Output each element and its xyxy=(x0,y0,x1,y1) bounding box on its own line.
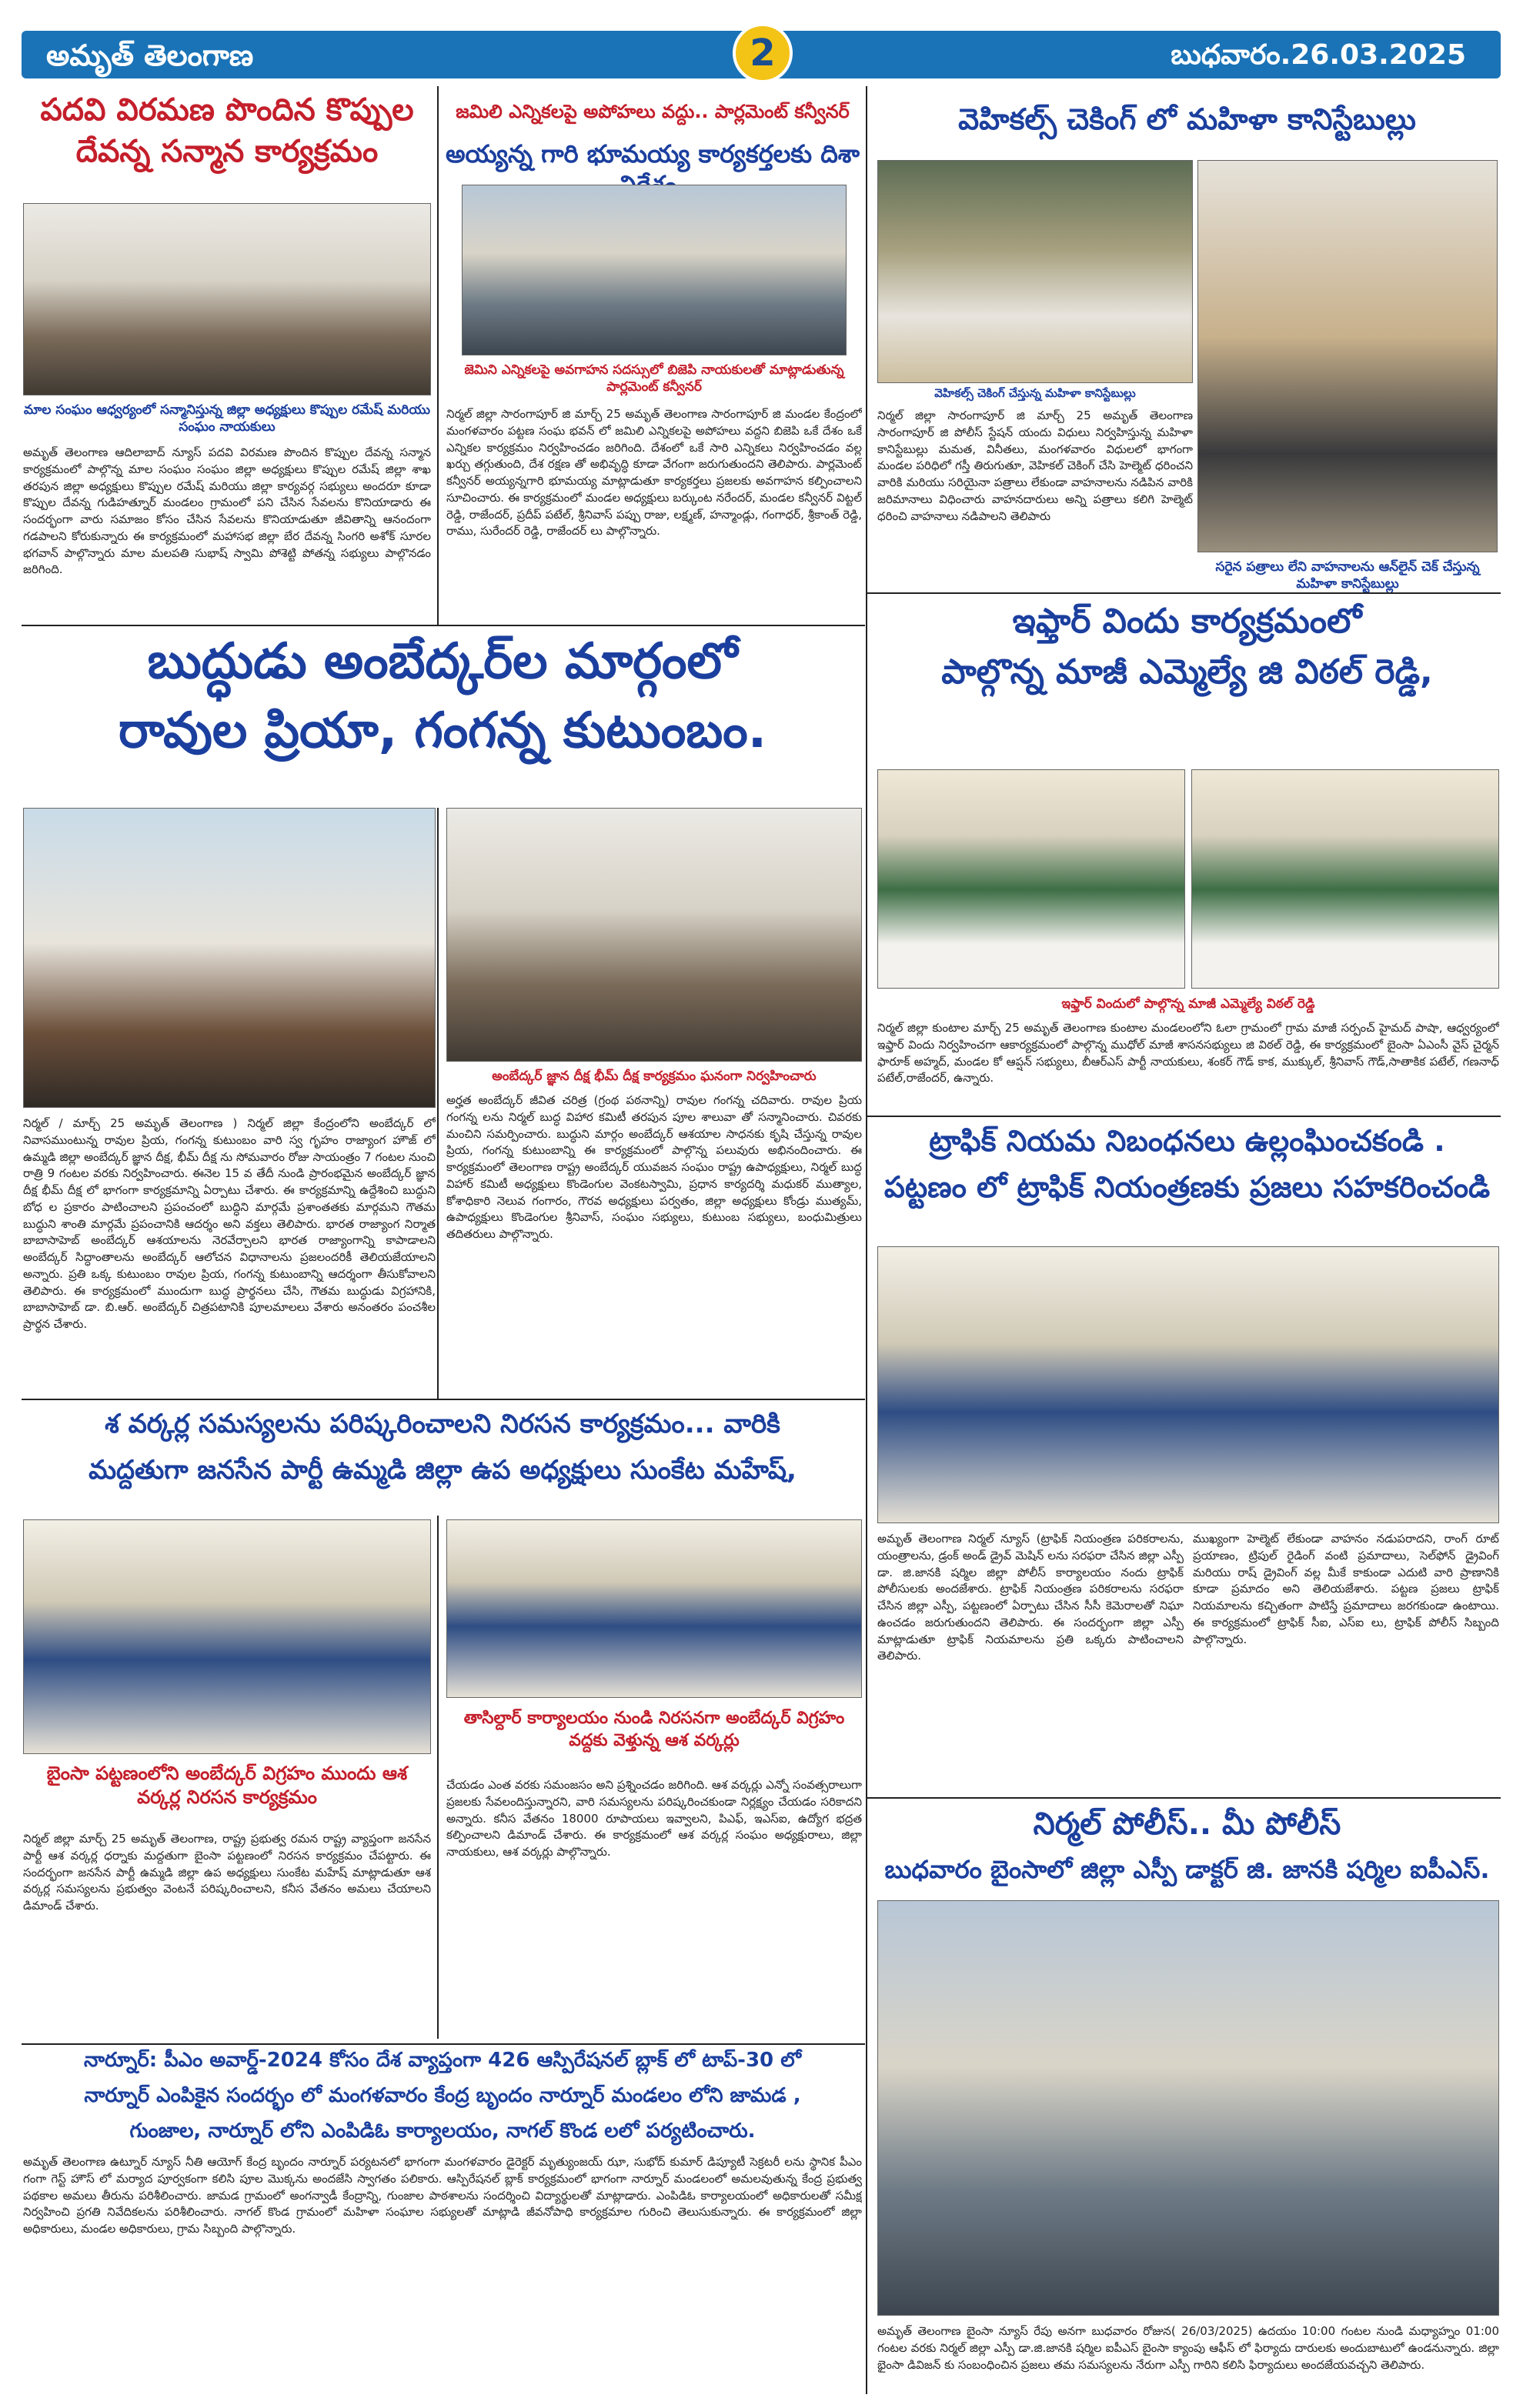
narnoor-headline-3: గుంజాల, నార్నూర్ లోని ఎంపిడిఓ కార్యాలయం, నాగల్ కొండ లలో పర్యటించారు. xyxy=(129,2120,756,2143)
paper-name: అమృత్ తెలంగాణ xyxy=(46,38,254,72)
vehicle-photo-road xyxy=(877,160,1193,383)
asha-photo-2 xyxy=(446,1519,862,1698)
column-divider xyxy=(866,86,867,2394)
iftar-body: నిర్మల్ జిల్లా కుంటాల మార్చ్ 25 అమృత్ తెలంగాణ కుంటాల మండలంలోని ఓలా గ్రామంలో గ్రామ మాజీ సర్పంచ్ హైమద్ పాషా, ఆధ్వర్యంలో ఇఫ్తార్ విందు నిర్వహించగా ఆకార్యక్రమంలో పాల్గొన్న ముధోల్ మాజీ శాసనసభ్యులు జి విఠల్ రెడ్డి, ఈ కార్యక్రమంలో బైంసా ఏఎంసీ వైస్ చైర్మన్ ఫారూక్ అహ్మద్, మండల కో ఆప్షన్ సభ్యులు, బీఆర్ఎస్ పార్టీ నాయకులు, శంకర్ గౌడ్ కాక, ముక్కుల్, శ్రీనివాస్ గౌడ్,సాతాకిక పటేల్, గణనాధ్ పటేల్,రాజేందర్, ఉన్నారు. xyxy=(877,1021,1499,1086)
row-divider xyxy=(867,1116,1501,1117)
vehicle-body: నిర్మల్ జిల్లా సారంగాపూర్ జి మార్చ్ 25 అమృత్ తెలంగాణ సారంగాపూర్ జి పోలీస్ స్టేషన్ యందు విధులు నిర్వహిస్తున్న మహిళా కానిస్టేబుల్లు మమత, వినీతలు, మంగళవారం విధులలో భాగంగా మండల పరిధిలో గస్తీ తిరుగుతూ, వెహికల్ చెకింగ్ చేసి హెల్మెట్ ధరించని వారికి మరియు సరియైనా పత్రాలు లేకుండా వాహనాలను నడిపిన వారికి జరిమానాలు విధించారు వాహనదారులు అన్ని పత్రాలు కలిగి హెల్మెట్ ధరించి వాహనాలు నడిపాలని తెలిపారు xyxy=(877,409,1193,523)
sp-headline-1: నిర్మల్ పోలీస్.. మీ పోలీస్ xyxy=(1033,1806,1341,1842)
jamili-photo xyxy=(462,185,847,355)
buddha-caption: అంబేద్కర్ జ్ఞాన దీక్ష భీమ్ దీక్ష కార్యక్రమం ఘనంగా నిర్వహించారు xyxy=(492,1069,817,1084)
buddha-headline-1: బుద్ధుడు అంబేద్కర్‌ల మార్గంలో xyxy=(147,633,738,690)
koppula-headline-1: పదవి విరమణ పొందిన కొప్పుల xyxy=(40,92,414,128)
narnoor-body: అమృత్ తెలంగాణ ఉట్నూర్ న్యూస్ నీతి ఆయోగ్ కేంద్ర బృందం నార్నూర్ పర్యటనలో భాగంగా మంగళవారం డైరెక్టర్ మృత్యుంజయ్ ఝా, సుభోద్ కుమార్ డిప్యూటీ సెక్రటరీ లను స్థానిక పీఎం గంగా గెస్ట్ హౌస్ లో మర్యాద పూర్వకంగా కలిసి పూల మొక్కను అందజేసి స్వాగతం పలికారు. ఆస్పిరేషనల్ బ్లాక్ కార్యక్రమంలో భాగంగా నార్నూర్ మండలంలో అమలవుతున్న కేంద్ర ప్రభుత్వ పథకాల అమలు తీరును పరిశీలించారు. జామడ గ్రామంలో అంగన్వాడీ కేంద్రాన్ని, గుంజాల పాఠశాలను సందర్శించి విద్యార్థులతో మాట్లాడారు. ఎంపిడిఓ కార్యాలయంలో అధికారులతో సమీక్ష నిర్వహించి ప్రగతి నివేదికలను పరిశీలించారు. నాగల్ కొండ గ్రామంలో మహిళా సంఘాల సభ్యులతో మాట్లాడి జీవనోపాధి కార్యక్రమాల గురించి తెలుసుకున్నారు. ఈ కార్యక్రమంలో జిల్లా అధికారులు, మండల అధికారులు, గ్రామ సిబ్బంది పాల్గొన్నారు. xyxy=(23,2155,862,2236)
buddha-photo-2 xyxy=(446,808,862,1062)
jamili-headline-2: అయ్యన్న గారి భూమయ్య కార్యకర్తలకు దిశా xyxy=(445,139,860,168)
asha-body-1: నిర్మల్ జిల్లా మార్చ్ 25 అమృత్ తెలంగాణ, రాష్ట్ర ప్రభుత్వ రమన రాష్ట్ర వ్యాప్తంగా జనసేన పార్టీ ఆశ వర్కర్ల ధర్నాకు మద్దతుగా బైంసా పట్టణంలో నిరసన కార్యక్రమం చేపట్టారు. ఈ సందర్భంగా జనసేన పార్టీ ఉమ్మడి జిల్లా ఉప అధ్యక్షులు సుంకేట మహేష్ మాట్లాడుతూ ఆశ వర్కర్ల సమస్యలను ప్రభుత్వం వెంటనే పరిష్కరించాలని, కనీస వేతనం అమలు చేయాలని డిమాండ్ చేశారు. xyxy=(23,1832,431,1913)
traffic-photo xyxy=(877,1246,1499,1523)
iftar-photo-1 xyxy=(877,769,1185,989)
sp-body: అమృత్ తెలంగాణ బైంసా న్యూస్ రేపు అనగా బుధవారం రోజున( 26/03/2025) ఉదయం 10:00 గంటల నుండి మధ్యాహ్నం 01:00 గంటల వరకు నిర్మల్ జిల్లా ఎస్పీ డా.జి.జానకి షర్మిల ఐపీఎస్ బైంసా క్యాంపు ఆఫీస్ లో ఫిర్యాదు దారులకు అందుబాటులో ఉండనున్నారు. జిల్లా భైంసా డివిజన్ కు సంబంధించిన ప్రజలు తమ సమస్యలను నేరుగా ఎస్పీ గారిని కలిసి ఫిర్యాదులు అందజేయవచ్చని తెలిపారు. xyxy=(877,2324,1499,2372)
row-divider xyxy=(867,1797,1501,1799)
iftar-caption: ఇఫ్తార్ విందులో పాల్గొన్న మాజీ ఎమ్మెల్యే విఠల్ రెడ్డి xyxy=(1061,996,1315,1012)
koppula-headline-2: దేవన్న సన్మాన కార్యక్రమం xyxy=(75,134,379,169)
iftar-headline-1: ఇఫ్తార్ విందు కార్యక్రమంలో xyxy=(1012,602,1362,641)
column-divider xyxy=(437,808,439,1400)
vehicle-headline: వెహికల్స్ చెకింగ్ లో మహిళా కానిస్టేబుల్లు xyxy=(958,102,1416,136)
column-divider xyxy=(437,1516,439,2039)
koppula-body: అమృత్ తెలంగాణ ఆదిలాబాద్ న్యూస్‌ పదవి విరమణ పొందిన కొప్పుల దేవన్న సన్మాన కార్యక్రమంలో పాల్గొన్న మాల సంఘం సంఘం జిల్లా అధ్యక్షులు కొప్పుల రమేష్ జిల్లా శాఖ తరపున జిల్లా అధ్యక్షులు కొప్పుల రమేష్ మరియు జిల్లా కార్యవర్గ సభ్యులు అందరూ కూడా కొప్పుల దేవన్న గుడిహత్నూర్ మండలం గ్రామంలో పని చేసిన సేవలను కొనియాడారు ఈ సందర్భంగా వారు సమాజం కోసం చేసిన సేవలను కొనియాడుతూ జీవితాన్ని ఆనందంగా గడపాలని కోరుకున్నారు ఈ కార్యక్రమంలో మహాసభ జిల్లా బేర దేవన్న సింగరి అశోక్ సూరల భగవాన్ పాల్గొన్నారు మాల మలపతి సుభాష్ స్వామి పోశెట్టి పోతన్న సభ్యులు పాల్గొనడం జరిగింది. xyxy=(23,445,431,577)
asha-photo-1 xyxy=(23,1519,431,1754)
issue-date: బుధవారం.26.03.2025 xyxy=(1171,39,1466,71)
buddha-photo-1 xyxy=(23,808,436,1108)
iftar-photo-2 xyxy=(1191,769,1499,989)
traffic-body-1: అమృత్ తెలంగాణ నిర్మల్ న్యూస్ (ట్రాఫిక్ నియంత్రణ పరికరాలను, యంత్రాలను, డ్రంక్ అండ్ డ్రైవ్ మెషిన్ లను సరఫరా చేసిన జిల్లా ఎస్పీ డా. జి.జానకి షర్మిల జిల్లా పోలీస్ కార్యాలయం నందు ట్రాఫిక్ పోలీసులకు అందజేశారు. ట్రాఫిక్ నియంత్రణ పరికరాలను సరఫరా చేసిన జిల్లా ఎస్పీ, పట్టణంలో ఏర్పాటు చేసిన సీసీ కెమెరాలతో నిఘా ఉంచడం జరుగుతుందని తెలిపారు. ఈ సందర్భంగా జిల్లా ఎస్పీ మాట్లాడుతూ ట్రాఫిక్ నియమాలను ప్రతి ఒక్కరు పాటించాలని తెలిపారు. xyxy=(877,1532,1184,1663)
jamili-headline-1: జమిలి ఎన్నికలపై అపోహలు వద్దు.. పార్లమెంట్ కన్వీనర్ xyxy=(456,101,850,122)
narnoor-headline-1: నార్నూర్: పీఎం అవార్డ్-2024 కోసం దేశ వ్యాప్తంగా 426 ఆస్పిరేషనల్ బ్లాక్ లో టాప్-30 లో xyxy=(84,2049,801,2072)
asha-caption-2: తాసిల్దార్ కార్యాలయం నుండి నిరసనగా అంబేద్కర్ విగ్రహం వద్దకు వెళ్తున్న ఆశ వర్కర్లు xyxy=(463,1709,845,1750)
sp-headline-2: బుధవారం బైంసాలో జిల్లా ఎస్పీ డాక్టర్ జి. జానకి షర్మిల ఐపీఎస్. xyxy=(884,1855,1490,1884)
asha-headline-1: శ వర్కర్ల సమస్యలను పరిష్కరించాలని నిరసన కార్యక్రమం... వారికి xyxy=(105,1409,780,1439)
asha-headline-2: మద్దతుగా జనసేన పార్టీ ఉమ్మడి జిల్లా ఉప అధ్యక్షులు సుంకేట మహేష్, xyxy=(89,1455,797,1486)
sp-photo xyxy=(877,1900,1499,2316)
row-divider xyxy=(867,592,1501,594)
page-number-badge: 2 xyxy=(733,23,793,83)
jamili-caption: జెమిని ఎన్నికలపై అవగాహన సదస్సులో బిజెపి నాయకులతో మాట్లాడుతున్న పార్లమెంట్ కన్వీనర్ xyxy=(464,362,844,395)
row-divider xyxy=(22,2043,865,2045)
asha-caption-1: బైంసా పట్టణంలోని అంబేద్కర్ విగ్రహం ముందు ఆశ వర్కర్ల నిరసన కార్యక్రమం xyxy=(46,1763,408,1809)
traffic-body-2: ముఖ్యంగా హెల్మెట్ లేకుండా వాహనం నడుపరాదని, రాంగ్ రూట్ ప్రయాణం, ట్రిపుల్ రైడింగ్ వంటి ప్రమాదాలు, సెల్‌ఫోన్ డ్రైవింగ్ మరియు రాష్ డ్రైవింగ్ వల్ల మీకే కాకుండా ఎదుటి వారి ప్రాణానికి కూడా ప్రమాదం అని తెలియజేశారు. పట్టణ ప్రజలు ట్రాఫిక్ నియమాలను కచ్చితంగా పాటిస్తే ప్రమాదాలు జరగకుండా ఉంటాయి. ఈ కార్యక్రమంలో ట్రాఫిక్ సీఐ, ఎస్ఐ లు, ట్రాఫిక్ పోలీస్ సిబ్బంది పాల్గొన్నారు. xyxy=(1193,1532,1499,1646)
koppula-caption: మాల సంఘం ఆధ్వర్యంలో సన్మానిస్తున్న జిల్లా అధ్యక్షులు కొప్పుల రమేష్ మరియు సంఘం నాయకులు xyxy=(23,402,431,435)
asha-body-2: చేయడం ఎంత వరకు సమంజసం అని ప్రశ్నించడం జరిగింది. ఆశ వర్కర్లు ఎన్నో సంవత్సరాలుగా ప్రజలకు సేవలందిస్తున్నారని, వారి సమస్యలను పరిష్కరించకుండా నిర్లక్ష్యం చేయడం సరికాదని అన్నారు. కనీస వేతనం 18000 రూపాయలు ఇవ్వాలని, పిఎఫ్, ఇఎస్ఐ, ఉద్యోగ భద్రత కల్పించాలని డిమాండ్ చేశారు. ఈ కార్యక్రమంలో ఆశ వర్కర్ల సంఘం అధ్యక్షురాలు, జిల్లా నాయకులు, ఆశ వర్కర్లు పాల్గొన్నారు. xyxy=(446,1778,862,1859)
vehicle-photo-computer xyxy=(1197,160,1498,552)
buddha-body-1: నిర్మల్ / మార్చ్ 25 అమృత్ తెలంగాణ ) నిర్మల్ జిల్లా కేంద్రంలోని అంబేద్కర్ లో నివాసముంటున్న రావుల ప్రియ, గంగన్న కుటుంబం వారి స్వ గృహం రాజ్యాంగ హౌజ్ లో ఉమ్మడి జిల్లా అంబేద్కర్ జ్ఞాన దీక్ష, భీమ్ దీక్ష ను సోమవారం రోజు సాయంత్రం 7 గంటల నుంచి రాత్రి 9 గంటల వరకు నిర్వహించారు. ఈనెల 15 వ తేదీ నుండి ప్రారంభమైన అంబేద్కర్ జ్ఞాన దీక్ష భీమ్ దీక్ష లో భాగంగా కార్యక్రమాన్ని ఏర్పాటు చేశారు. ఈ కార్యక్రమాన్ని ఉద్దేశించి బుద్ధుని బోధ ల ప్రకారం పాటించాలని ప్రపంచంలో బుద్ధిని మార్గమే ప్రశాంతతకు మార్గమని గౌతమ బుద్ధుని శాంతి మార్గమే ప్రపంచానికి ఆదర్శం అని వక్తలు తెలిపారు. భారత రాజ్యాంగ నిర్మాత బాబాసాహెబ్ అంబేద్కర్ ఆశయాలను నెరవేర్చాలని భారత రాజ్యాంగాన్ని కాపాడాలని అంబేద్కర్ సిద్ధాంతాలను అంబేద్కర్ ఆలోచన విధానాలను ప్రజలందరికీ తెలియజేయాలని అన్నారు. ప్రతి ఒక్క కుటుంబం రావుల ప్రియ, గంగన్న కుటుంబాన్ని ఆదర్శంగా తీసుకోవాలని తెలిపారు. ఈ కార్యక్రమంలో ముందుగా బుద్ధ ప్రార్థనలు చేసి, గౌతమ బుద్ధుడు విగ్రహానికి, బాబాసాహెబ్ డా. బి.ఆర్. అంబేద్కర్ చిత్రపటానికి పూలమాలలు వేశారు అనంతరం పంచశీల ప్రార్థన చేశారు. xyxy=(23,1116,436,1331)
koppula-photo xyxy=(23,203,431,395)
buddha-headline-2: రావుల ప్రియా, గంగన్న కుటుంబం. xyxy=(118,702,767,759)
column-divider xyxy=(437,86,439,625)
narnoor-headline-2: నార్నూర్ ఎంపికైన సందర్భం లో మంగళవారం కేంద్ర బృందం నార్నూర్ మండలం లోని జామడ , xyxy=(84,2084,801,2107)
iftar-headline-2: పాల్గొన్న మాజీ ఎమ్మెల్యే జి విఠల్ రెడ్డి, xyxy=(941,652,1433,692)
row-divider xyxy=(22,1399,865,1400)
row-divider xyxy=(22,625,865,626)
jamili-body: నిర్మల్ జిల్లా సారంగాపూర్ జి మార్చ్ 25 అమృత్ తెలంగాణ సారంగాపూర్ జి మండల కేంద్రంలో మంగళవారం పట్టణ సంఘ భవన్ లో జమిలి ఎన్నికలపై అపోహలు వద్దని బిజెపి ఒకే దేశం ఒకే ఎన్నికల కార్యక్రమం నిర్వహించడం జరిగింది. దేశంలో ఒకే సారి ఎన్నికలు నిర్వహించడం వల్ల ఖర్చు తగ్గుతుంది, దేశ రక్షణ తో అభివృద్ధి కూడా వేగంగా జరుగుతుందని తెలిపారు. పార్లమెంట్ కన్వీనర్ అయ్యన్నగారి భూమయ్య మాట్లాడుతూ కార్యకర్తలు ప్రజలకు అవగాహన కల్పించాలని సూచించారు. ఈ కార్యక్రమంలో మండల అధ్యక్షులు బర్కుంట నరేందర్, మండల కన్వీనర్ విట్టల్ రెడ్డి, రాజేందర్, ప్రదీప్ పటేల్, శ్రీనివాస్ పప్పు రాజు, లక్ష్మణ్, హన్మాండ్లు, గంగాధర్, శ్రీకాంత్ రెడ్డి, రాము, సురేందర్ రెడ్డి, రాజేందర్ లు పాల్గొన్నారు. xyxy=(446,407,862,539)
buddha-body-2: అర్హత అంబేద్కర్ జీవిత చరిత్ర (గ్రంథ పఠనాన్ని) రావుల గంగన్న చదివారు. రావుల ప్రియ గంగన్న లను నిర్మల్ బుద్ధ విహార కమిటీ తరపున పూల శాలువా తో సన్మానించారు. చివరకు మంచిని సమర్పించారు. బుద్ధుని మార్గం అంబేద్కర్ ఆశయాల సాధనకు కృషి చేస్తున్న రావుల ప్రియ, గంగన్న కుటుంబాన్ని ఈ కార్యక్రమంలో పాల్గొన్న పలువురు అభినందించారు. ఈ కార్యక్రమంలో తెలంగాణ రాష్ట్ర అంబేద్కర్ యువజన సంఘం రాష్ట్ర ఉపాధ్యక్షులు, నిర్మల్ బుద్ధ విహార్ కమిటీ అధ్యక్షులు కొండెంగుల వెంకటస్వామి, ప్రధాన కార్యదర్శి మధుకర్ ముత్యాల, కోశాధికారి నెలువ గంగారం, గౌరవ అధ్యక్షులు పర్వతం, జిల్లా అధ్యక్షులు కోండ్రు ముత్యమ్, ఉపాధ్యక్షులు కొండెంగుల శ్రీనివాస్, సంఘం సభ్యులు, కుటుంబ సభ్యులు, బంధుమిత్రులు తదితరులు పాల్గొన్నారు. xyxy=(446,1093,862,1241)
vehicle-caption-1: వెహికల్స్ చెకింగ్ చేస్తున్న మహిళా కానిస్టేబుల్లు xyxy=(934,386,1136,400)
vehicle-caption-2: సరైన పత్రాలు లేని వాహనాలను ఆన్‌లైన్ చెక్ చేస్తున్న మహిళా కానిస్టేబుల్లు xyxy=(1215,559,1480,592)
traffic-headline-2: పట్టణం లో ట్రాఫిక్ నియంత్రణకు ప్రజలు సహకరించండి xyxy=(883,1170,1491,1204)
traffic-headline-1: ట్రాఫిక్ నియమ నిబంధనలు ఉల్లంఘించకండి . xyxy=(929,1124,1445,1158)
